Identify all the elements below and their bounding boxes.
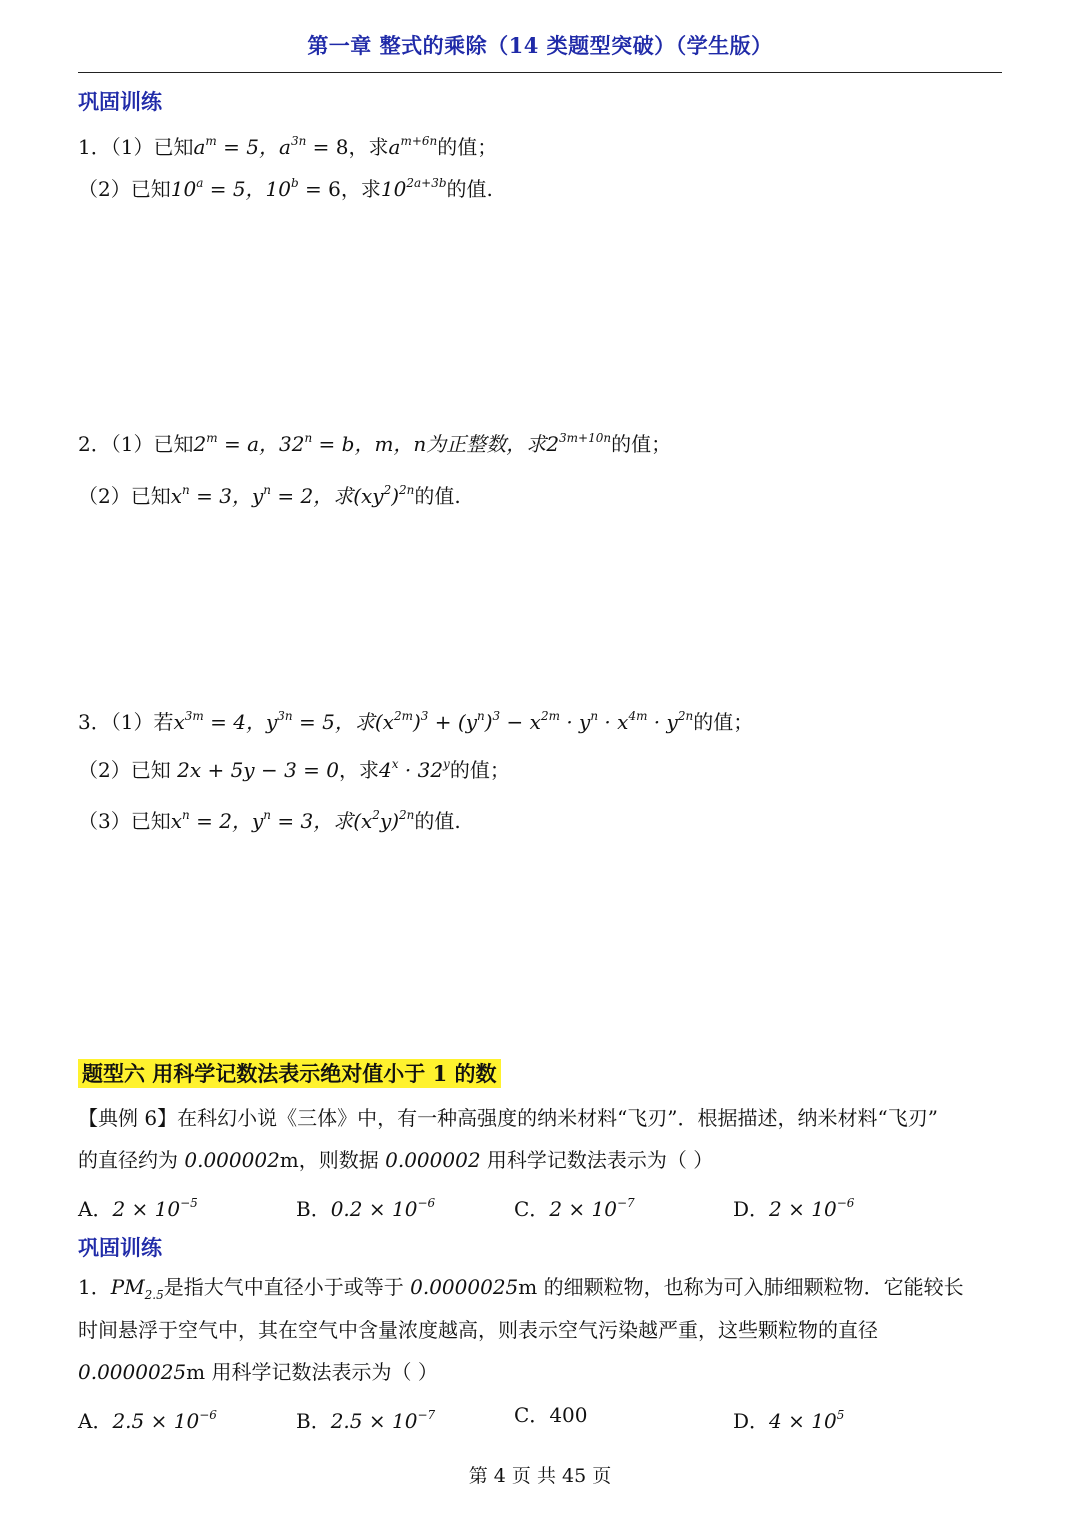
exponent: 3 [492,709,501,723]
exponent: 2m [393,709,413,723]
math: = 3，求 [271,809,354,833]
math: 0.0000025 [410,1275,519,1299]
math: + (y [428,710,477,734]
math: = 5， [203,177,266,201]
exponent: 3n [277,709,293,723]
math: 32 [279,432,305,456]
text: 的值. [414,809,461,833]
example-6-option-d [733,1189,854,1223]
training-1-option-b [296,1401,435,1435]
exponent: −7 [417,1408,436,1422]
question-number: 1． [78,1275,111,1299]
math: 2.5 × 10 [112,1409,200,1433]
example-6-line-2 [78,1146,713,1174]
math: 0.000002 [184,1148,280,1172]
text: 的值； [449,758,510,782]
question-3-part-1 [78,702,753,736]
math: (x [374,710,394,734]
option-label: C． [514,1403,550,1427]
exponent: n [182,808,190,822]
exponent: −5 [180,1196,198,1210]
option-label: D． [733,1409,770,1433]
training-1-option-a [78,1401,217,1435]
text: m，则数据 [279,1148,386,1172]
math: = 4， [203,710,266,734]
option-label: D． [733,1197,770,1221]
math: PM [110,1275,145,1299]
math: ) [391,484,400,508]
exponent: n [590,709,599,723]
exponent: 3 [420,709,429,723]
question-number: 3． [78,710,111,734]
header-divider [78,72,1002,73]
math: 10 [170,177,197,201]
math: x [170,484,183,508]
math: · y [559,710,591,734]
math: 2 × 10 [769,1197,837,1221]
question-number: 1． [78,135,111,159]
option-value: 400 [549,1403,588,1427]
option-label: B． [296,1197,331,1221]
training-1-line-3 [78,1358,438,1386]
exponent: m+6n [400,134,438,148]
exponent: n [263,483,271,497]
example-6-option-c [514,1189,635,1223]
math: x [170,809,183,833]
math: x [173,710,185,734]
question-1-part-1 [78,127,497,161]
option-label: A． [78,1409,113,1433]
exponent: 4m [628,709,648,723]
exponent: 2a+3b [406,176,447,190]
math: y [251,484,264,508]
exponent: −6 [836,1196,855,1210]
math: 4 × 10 [769,1409,837,1433]
page-header-title: 第一章 整式的乘除（14 类题型突破）（学生版） [307,33,773,58]
question-3-part-3 [78,801,461,835]
math: 4 [379,758,392,782]
exponent: n [263,808,271,822]
question-1-part-2 [78,169,493,203]
math: = b，m，n为正整数，求 [312,432,547,456]
math: 2 [546,432,560,456]
text: 的值； [611,432,672,456]
section-heading-practice: 巩固训练 [78,89,162,114]
math: 10 [380,177,407,201]
math: a [193,135,206,159]
exponent: m [206,431,218,445]
exponent: n [304,431,313,445]
example-6-option-b [296,1189,435,1223]
math: (xy [353,484,384,508]
text: （2）已知 [78,177,171,201]
math: = 2， [189,809,252,833]
math: ) [412,710,421,734]
math: (x [353,809,373,833]
highlighted-section-title: 题型六 用科学记数法表示绝对值小于 1 的数 [78,1059,501,1088]
math: 0.2 × 10 [330,1197,418,1221]
exponent: 3m [184,709,204,723]
section-heading-practice-2: 巩固训练 [78,1235,162,1260]
math: · x [598,710,629,734]
math: 2.5 × 10 [330,1409,418,1433]
math: = 2，求 [271,484,354,508]
text: = 8，求 [306,135,389,159]
exponent: 5 [836,1408,845,1422]
exponent: n [477,709,485,723]
training-1-option-d [733,1401,844,1435]
text: 的值. [414,484,461,508]
math: a [279,135,291,159]
math: a [388,135,401,159]
text: （3）已知 [78,809,171,833]
exponent: a [196,176,204,190]
question-3-part-2 [78,750,510,784]
text: 的值； [437,135,498,159]
exponent: m [205,134,217,148]
math: · 32 [398,758,444,782]
exponent: x [391,757,399,771]
math: − x [500,710,541,734]
math: 2x + 5y − 3 = 0 [177,758,339,782]
exponent: 2n [399,808,415,822]
option-label: C． [514,1197,550,1221]
text: ，求 [339,758,379,782]
text: 的直径约为 [78,1148,185,1172]
exponent: 2n [399,483,415,497]
math: y) [379,809,400,833]
option-label: A． [78,1197,113,1221]
exponent: 2n [677,709,694,723]
math: ) [484,710,493,734]
exponent: −7 [616,1196,635,1210]
text: （1）已知 [110,135,194,159]
text: = 6，求 [298,177,381,201]
question-2-part-2 [78,476,461,510]
training-1-line-1 [78,1273,964,1309]
text: m 的细颗粒物，也称为可入肺细颗粒物．它能较长 [518,1275,964,1299]
exponent: 2m [540,709,560,723]
text: （2）已知 [78,484,171,508]
option-label: B． [296,1409,331,1433]
question-2-part-1 [78,424,671,458]
text: m 用科学记数法表示为（ ） [186,1360,438,1384]
text: 的值； [693,710,754,734]
math: = 5， [216,135,279,159]
question-number: 2． [78,432,111,456]
example-6-option-a [78,1189,198,1223]
exponent: −6 [417,1196,436,1210]
text: 是指大气中直径小于或等于 [163,1275,411,1299]
exponent: y [443,757,450,771]
text: 的值. [446,177,493,201]
math: = a， [217,432,279,456]
exponent: b [291,176,299,190]
section-title-type-6 [78,1058,501,1088]
math: = 5，求 [292,710,375,734]
exponent: 3n [290,134,307,148]
math: 2 × 10 [549,1197,617,1221]
math: 2 [193,432,207,456]
math: 2 × 10 [112,1197,181,1221]
math: y [265,710,278,734]
text: 用科学记数法表示为（ ） [480,1148,714,1172]
text: （2）已知 [78,758,178,782]
text: （1）已知 [110,432,194,456]
exponent: n [182,483,190,497]
exponent: −6 [199,1408,217,1422]
math: 10 [265,177,291,201]
math: = 3， [189,484,252,508]
exponent: 2 [372,808,380,822]
example-6-line-1: 【典例 6】在科幻小说《三体》中，有一种高强度的纳米材料“飞刃”．根据描述，纳米材料“飞刃” [78,1106,938,1130]
exponent: 3m+10n [559,431,612,445]
math: · y [647,710,678,734]
math: 0.000002 [385,1148,481,1172]
text: （1）若 [110,710,174,734]
math: 0.0000025 [78,1360,187,1384]
page-number-footer: 第 4 页 共 45 页 [468,1465,612,1487]
training-1-option-c [514,1401,588,1429]
subscript: 2.5 [144,1288,164,1302]
training-1-line-2: 时间悬浮于空气中，其在空气中含量浓度越高，则表示空气污染越严重，这些颗粒物的直径 [78,1318,878,1342]
exponent: 2 [383,483,392,497]
math: y [251,809,264,833]
